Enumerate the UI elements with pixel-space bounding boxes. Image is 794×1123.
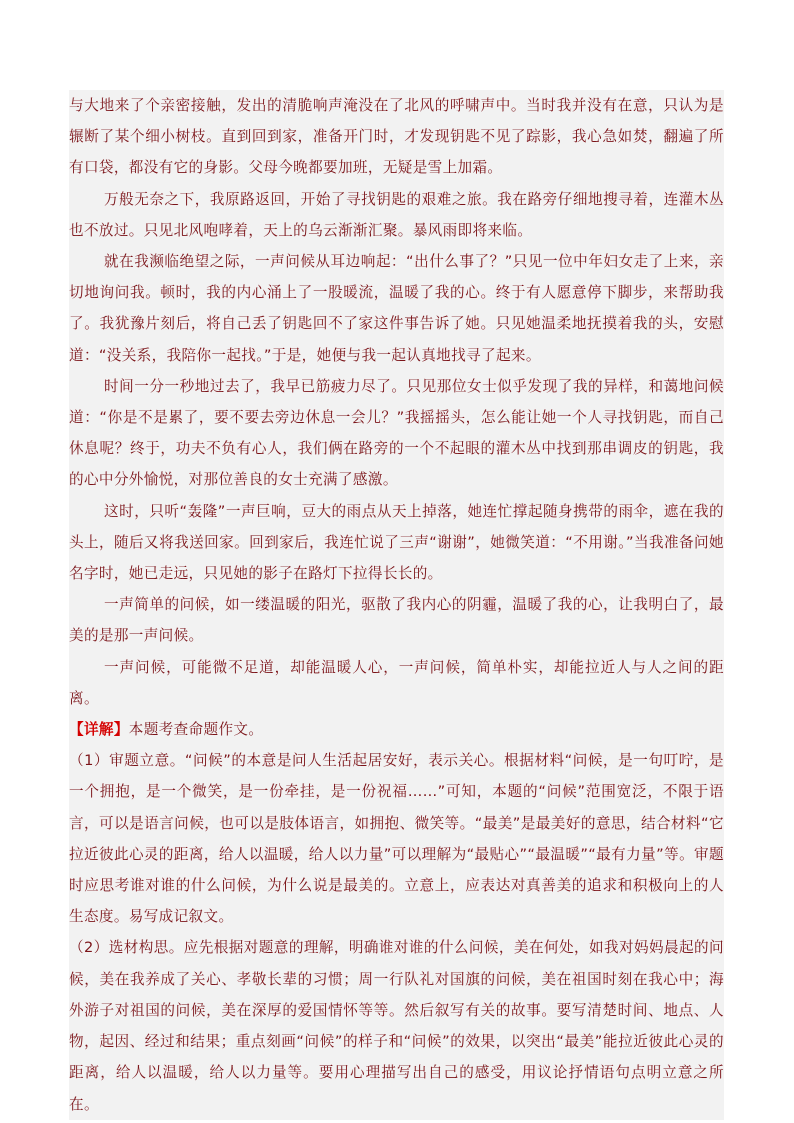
essay-paragraph-2: 万般无奈之下，我原路返回，开始了寻找钥匙的艰难之旅。我在路旁仔细地搜寻着，连灌木丛也不放过。只见北风咆哮着，天上的乌云渐渐汇聚。暴风雨即将来临。 xyxy=(69,190,724,239)
essay-paragraph-6: 一声简单的问候，如一缕温暖的阳光，驱散了我内心的阴霾，温暖了我的心，让我明白了，最美的是那一声问候。 xyxy=(69,596,724,645)
essay-paragraph-3: 就在我濒临绝望之际，一声问候从耳边响起：“出什么事了？”只见一位中年妇女走了上来，亲切地询问我。顿时，我的内心涌上了一股暖流，温暖了我的心。终于有人愿意停下脚步，来帮助我了。我犹豫片刻后，将自己丢了钥匙回不了家这件事告诉了她。只见她温柔地抚摸着我的头，安慰道：“没关系，我陪你一起找。”于是，她便与我一起认真地找寻了起来。 xyxy=(69,253,724,364)
essay-paragraph-4: 时间一分一秒地过去了，我早已筋疲力尽了。只见那位女士似乎发现了我的异样，和蔼地问候道：“你是不是累了，要不要去旁边休息一会儿？”我摇摇头，怎么能让她一个人寻找钥匙，而自己休息呢？终于，功夫不负有心人，我们俩在路旁的一个不起眼的灌木丛中找到那串调皮的钥匙，我的心中分外愉悦，对那位善良的女士充满了感激。 xyxy=(69,377,724,489)
essay-paragraph-7: 一声问候，可能微不足道，却能温暖人心，一声问候，简单朴实，却能拉近人与人之间的距离。 xyxy=(69,658,724,707)
essay-paragraph-5: 这时，只听“轰隆”一声巨响，豆大的雨点从天上掉落，她连忙撑起随身携带的雨伞，遮在我的头上，随后又将我送回家。回到家后，我连忙说了三声“谢谢”，她微笑道：“不用谢。”当我准备问她名字时，她已走远，只见她的影子在路灯下拉得长长的。 xyxy=(69,502,724,583)
analysis-point-1: （1）审题立意。“问候”的本意是问人生活起居安好，表示关心。根据材料“问候，是一句叮咛，是一个拥抱，是一个微笑，是一份牵挂，是一份祝福……”可知，本题的“问候”范围宽泛，不限于语言，可以是语言问候，也可以是肢体语言，如拥抱、微笑等。“最美”是最美好的意思，结合材料“它拉近彼此心灵的距离，给人以温暖，给人以力量”可以理解为“最贴心”“最温暖”“最有力量”等。审题时应思考谁对谁的什么问候，为什么说是最美的。立意上，应表达对真善美的追求和积极向上的人生态度。易写成记叙文。 xyxy=(69,752,724,926)
document-body xyxy=(69,90,724,1120)
analysis-intro xyxy=(69,714,724,745)
essay-paragraph-1: 与大地来了个亲密接触，发出的清脆响声淹没在了北风的呼啸声中。当时我并没有在意，只认为是辗断了某个细小树枝。直到回到家，准备开门时，才发现钥匙不见了踪影，我心急如焚，翻遍了所有口袋，都没有它的身影。父母今晚都要加班，无疑是雪上加霜。 xyxy=(69,97,724,177)
analysis-point-2: （2）选材构思。应先根据对题意的理解，明确谁对谁的什么问候，美在何处，如我对妈妈晨起的问候，美在我养成了关心、孝敬长辈的习惯；周一行队礼对国旗的问候，美在祖国时刻在我心中；海外游子对祖国的问候，美在深厚的爱国情怀等等。然后叙写有关的故事。要写清楚时间、地点、人物，起因、经过和结果；重点刻画“问候”的样子和“问候”的效果，以突出“最美”能拉近彼此心灵的距离，给人以温暖，给人以力量等。要用心理描写出自己的感受，用议论抒情语句点明立意之所在。 xyxy=(69,939,724,1113)
analysis-intro-text: 本题考查命题作文。 xyxy=(128,721,264,739)
analysis-tag: 【详解】 xyxy=(69,721,129,739)
